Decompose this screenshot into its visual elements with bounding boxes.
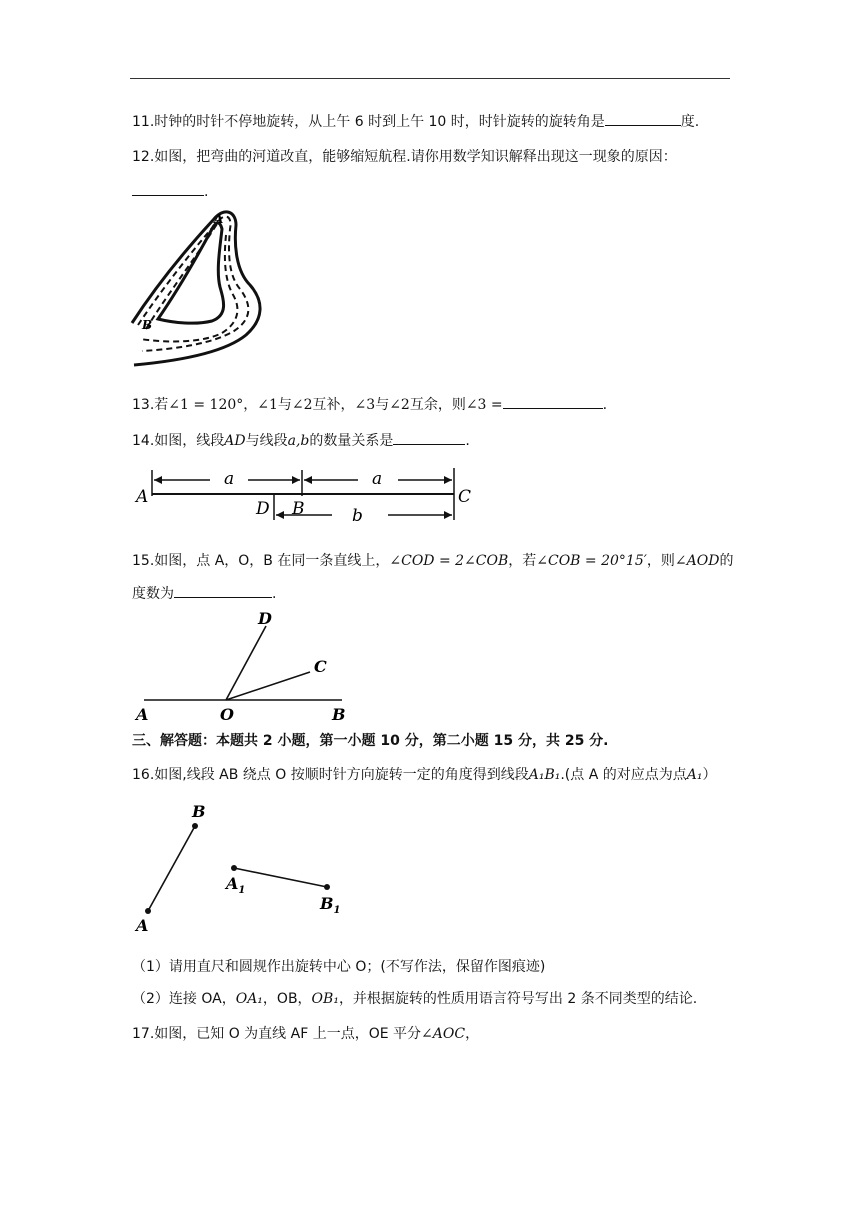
- arrow-a1-right-head: [292, 476, 300, 484]
- label-b: b: [352, 506, 363, 526]
- label-b: B: [192, 802, 206, 821]
- q15-text-c: ，则: [646, 553, 675, 569]
- point-b1: [324, 884, 330, 890]
- q11-text: 11.时钟的时针不停地旋转，从上午 6 时到上午 10 时，时针旋转的旋转角是: [132, 114, 605, 130]
- q16-part2-text-a: （2）连接 OA，: [132, 991, 236, 1007]
- question-16-part-2: [132, 989, 697, 1009]
- q13-text-3: 互补，: [312, 397, 355, 413]
- label-a: A: [136, 705, 149, 724]
- q13-text-2: 与: [277, 397, 292, 413]
- q15-tail: .: [272, 586, 277, 602]
- q16-part2-oa1: OA₁: [235, 991, 263, 1007]
- header-rule: [130, 78, 730, 79]
- q13-angle1: ∠1: [257, 397, 278, 413]
- label-b1: $B_1$: [320, 894, 341, 916]
- point-a1: [231, 865, 237, 871]
- q17-text-b: ，: [465, 1026, 480, 1042]
- q16-part1-text: （1）请用直尺和圆规作出旋转中心 O；(不写作法，保留作图痕迹): [132, 959, 546, 975]
- q15-answer-blank[interactable]: [174, 583, 272, 598]
- q16-part2-text-b: ，OB，: [262, 991, 312, 1007]
- river-label-a: A: [214, 212, 224, 226]
- label-o: O: [220, 705, 234, 724]
- rotation-figure: [132, 795, 362, 940]
- label-d: D: [258, 609, 272, 628]
- q13-angle3-eq: ∠3 =: [465, 397, 503, 413]
- river-outer-bank: [132, 212, 260, 365]
- question-16-part-1: [132, 957, 545, 977]
- question-16: [132, 765, 716, 785]
- q16-segment-a1b1: A₁B₁: [528, 767, 561, 783]
- question-13: [132, 394, 607, 415]
- label-a: A: [136, 916, 149, 935]
- q15-line2-text: 度数为: [132, 586, 174, 602]
- river-figure: [128, 205, 278, 365]
- q14-text-c: 的数量关系是: [309, 433, 394, 449]
- label-point-c: C: [458, 487, 472, 507]
- q15-cond-1: ∠COD = 2∠COB: [389, 553, 509, 569]
- segment-ab: [148, 826, 195, 911]
- q13-angle3: ∠3: [354, 397, 376, 413]
- question-11: [132, 111, 699, 132]
- q14-tail: .: [465, 433, 470, 449]
- q13-tail: .: [602, 397, 608, 413]
- question-17: [132, 1024, 479, 1044]
- q13-angle2b: ∠2: [389, 397, 410, 413]
- label-a1: a: [224, 469, 235, 489]
- question-12: [132, 147, 677, 167]
- q13-answer-blank[interactable]: [503, 394, 603, 409]
- q15-cond-2: ∠COB = 20°15′: [536, 553, 647, 569]
- question-14: [132, 430, 470, 451]
- q13-prefix: 13.若: [132, 397, 169, 413]
- section-3-heading: [132, 731, 609, 751]
- q13-angle2: ∠2: [291, 397, 313, 413]
- q13-sep: ，: [243, 397, 258, 413]
- q11-unit: 度.: [680, 114, 700, 130]
- angle-figure: [132, 610, 362, 725]
- q12-text: 12.如图，把弯曲的河道改直，能够缩短航程.请你用数学知识解释出现这一现象的原因：: [132, 149, 677, 165]
- q14-segment-ad: AD: [224, 433, 246, 449]
- label-point-b: B: [292, 499, 305, 519]
- segment-a1b1: [234, 868, 327, 887]
- point-a: [145, 908, 151, 914]
- label-c: C: [314, 657, 327, 676]
- q17-angle-aoc: ∠AOC: [421, 1026, 466, 1042]
- q11-answer-blank[interactable]: [605, 111, 681, 126]
- q14-text-a: 14.如图，线段: [132, 433, 225, 449]
- q16-part2-ob1: OB₁: [311, 991, 339, 1007]
- question-12-answer-line: [132, 181, 208, 202]
- q14-segments-ab: a,b: [287, 433, 310, 449]
- question-15-line-2: [132, 583, 276, 604]
- q15-text-d: 的: [719, 553, 734, 569]
- q12-tail: .: [204, 184, 209, 200]
- q13-text-4: 与: [375, 397, 390, 413]
- q16-point-a1: A₁: [686, 767, 703, 783]
- q16-text-a: 16.如图,线段 AB 绕点 O 按顺时针方向旋转一定的角度得到线段: [132, 767, 529, 783]
- arrow-a1-left-head: [154, 476, 162, 484]
- q14-answer-blank[interactable]: [393, 430, 465, 445]
- q16-part2-text-c: ，并根据旋转的性质用语言符号写出 2 条不同类型的结论.: [338, 991, 698, 1007]
- label-a1: $A_1$: [226, 874, 246, 896]
- segment-figure: [136, 462, 476, 524]
- arrow-b-right-head: [444, 511, 452, 519]
- q15-target-angle: ∠AOD: [674, 553, 720, 569]
- label-point-d: D: [256, 499, 270, 519]
- q16-text-c: ）: [702, 767, 717, 783]
- arrow-a2-left-head: [304, 476, 312, 484]
- q16-text-b: .(点 A 的对应点为点: [560, 767, 687, 783]
- label-a2: a: [372, 469, 383, 489]
- label-b: B: [332, 705, 346, 724]
- q15-text-a: 15.如图，点 A，O，B 在同一条直线上，: [132, 553, 390, 569]
- point-b: [192, 823, 198, 829]
- q12-answer-blank[interactable]: [132, 181, 204, 196]
- river-label-b: B: [142, 318, 153, 332]
- arrow-b-left-head: [276, 511, 284, 519]
- section-3-text: 三、解答题：本题共 2 小题，第一小题 10 分，第二小题 15 分，共 25 分.: [132, 733, 609, 749]
- q14-text-b: 与线段: [245, 433, 288, 449]
- question-15: [132, 551, 733, 571]
- q13-text-5: 互余，则: [409, 397, 466, 413]
- q15-text-b: ，若: [508, 553, 537, 569]
- q17-text-a: 17.如图，已知 O 为直线 AF 上一点，OE 平分: [132, 1026, 422, 1042]
- q13-angle1-value: ∠1 = 120°: [168, 397, 244, 413]
- label-point-a: A: [136, 487, 149, 507]
- river-dashed-line-1: [138, 221, 218, 325]
- arrow-a2-right-head: [444, 476, 452, 484]
